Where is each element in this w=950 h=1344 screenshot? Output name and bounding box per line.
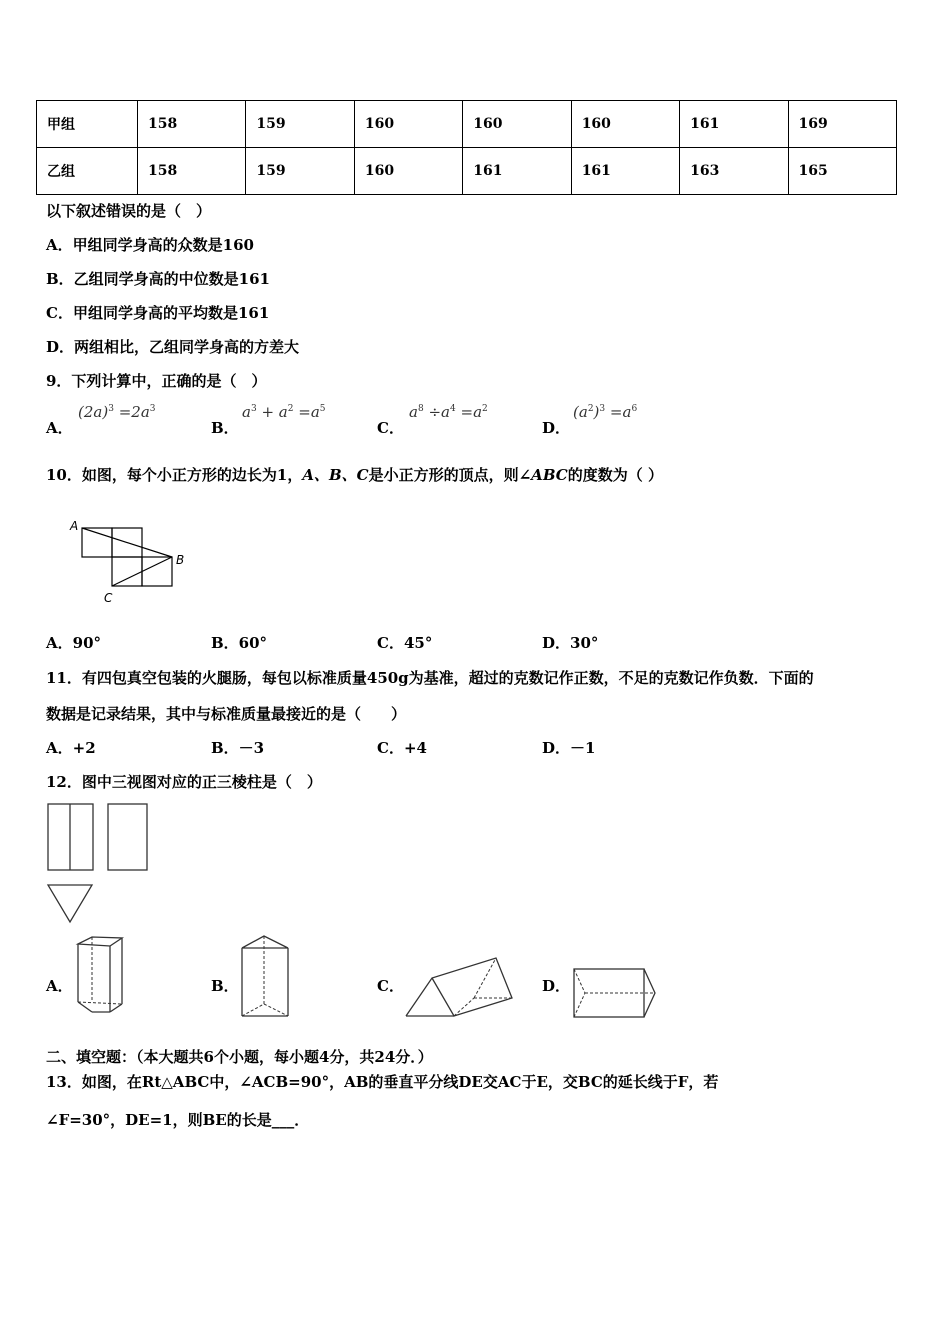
table-row [37, 101, 897, 148]
q8-option-a[interactable]: A．甲组同学身高的众数是160 [46, 236, 254, 254]
q12-option-a-label[interactable]: A． [46, 977, 73, 995]
q9-option-b-label[interactable]: B． [211, 419, 239, 437]
table-cell: 161 [571, 148, 679, 195]
q12-option-b-label[interactable]: B． [211, 977, 239, 995]
row-label: 乙组 [37, 148, 138, 195]
q10-option-d[interactable]: D．30° [542, 634, 599, 652]
q12-option-d-label[interactable]: D． [542, 977, 571, 995]
q9-option-d-formula: $(a^2)^3 =a^6$ [573, 403, 638, 421]
point-a-label: A [70, 519, 79, 533]
table-cell: 160 [354, 101, 462, 148]
table-cell: 169 [788, 101, 896, 148]
q9-option-a-label[interactable]: A． [46, 419, 73, 437]
height-table [36, 100, 897, 195]
q8-option-d[interactable]: D．两组相比，乙组同学身高的方差大 [46, 338, 300, 356]
table-cell: 163 [680, 148, 788, 195]
q11-option-a[interactable]: A．+2 [46, 739, 96, 757]
q9-option-a-formula: $(2a)^3 =2a^3$ [78, 403, 156, 421]
q10-option-c[interactable]: C．45° [377, 634, 433, 652]
prism-option-c-icon[interactable] [404, 954, 516, 1020]
point-c-label: C [104, 591, 113, 605]
point-b-label: B [176, 553, 185, 567]
q8-option-b[interactable]: B．乙组同学身高的中位数是161 [46, 270, 270, 288]
q8-option-c[interactable]: C．甲组同学身高的平均数是161 [46, 304, 270, 322]
table-cell: 160 [571, 101, 679, 148]
prism-option-b-icon[interactable] [240, 934, 292, 1020]
table-cell: 159 [246, 148, 354, 195]
table-cell: 165 [788, 148, 896, 195]
section-title: 二、填空题：（本大题共6个小题，每小题4分，共24分．） [46, 1048, 433, 1066]
q11-option-c[interactable]: C．+4 [377, 739, 427, 757]
q11-stem-line1: 11．有四包真空包装的火腿肠，每包以标准质量450g为基准，超过的克数记作正数，不足的克数记作负数．下面的 [46, 669, 814, 687]
table-cell: 158 [138, 148, 246, 195]
q10-option-b[interactable]: B．60° [211, 634, 268, 652]
q10-grid-figure [66, 518, 196, 608]
q12-stem: 12．图中三视图对应的正三棱柱是（ ） [46, 773, 322, 791]
table-cell: 160 [354, 148, 462, 195]
table-cell: 161 [680, 101, 788, 148]
q9-option-b-formula: $a^3 + a^2 =a^5$ [242, 403, 326, 421]
table-cell: 158 [138, 101, 246, 148]
q11-stem-line2: 数据是记录结果，其中与标准质量最接近的是（ ） [46, 705, 407, 723]
q10-option-a[interactable]: A．90° [46, 634, 102, 652]
table-row [37, 148, 897, 195]
q9-stem: 9．下列计算中，正确的是（ ） [46, 372, 267, 390]
q9-option-c-label[interactable]: C． [377, 419, 404, 437]
q11-option-b[interactable]: B．－3 [211, 739, 265, 757]
row-label: 甲组 [37, 101, 138, 148]
q8-stem: 以下叙述错误的是（ ） [46, 202, 212, 220]
prism-option-a-icon[interactable] [74, 934, 126, 1020]
table-cell: 160 [463, 101, 571, 148]
q9-option-c-formula: $a^8 \div a^4 =a^2$ [409, 403, 488, 421]
prism-option-d-icon[interactable] [571, 966, 661, 1022]
table-cell: 161 [463, 148, 571, 195]
q10-stem: 10．如图，每个小正方形的边长为1，A、B、C是小正方形的顶点，则∠ABC的度数为（ ） [46, 466, 663, 484]
q12-option-c-label[interactable]: C． [377, 977, 404, 995]
table-cell: 159 [246, 101, 354, 148]
q9-option-d-label[interactable]: D． [542, 419, 571, 437]
q13-stem-line2: ∠F=30°，DE=1，则BE的长是___． [46, 1111, 310, 1129]
q13-stem-line1: 13．如图，在Rt△ABC中，∠ACB=90°，AB的垂直平分线DE交AC于E，交BC的延长线于F，若 [46, 1073, 719, 1091]
three-view-figure [44, 800, 154, 925]
q11-option-d[interactable]: D．－1 [542, 739, 596, 757]
